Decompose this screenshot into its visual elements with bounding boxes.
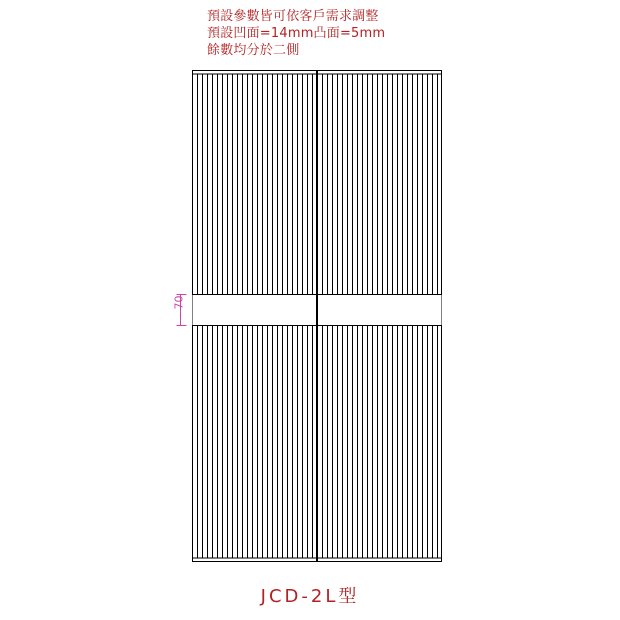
note-line-1: 預設參數皆可依客戶需求調整 [207,9,379,24]
drawing-lines [177,71,442,562]
annotation-notes [207,8,385,59]
door-gap-edges [317,71,318,562]
note-line-3: 餘數均分於二側 [207,43,300,58]
drawing-title: JCD-2L型 [260,586,360,607]
dimension-label-70: 70 [172,295,186,310]
note-line-2: 預設凹面=14mm凸面=5mm [207,26,386,41]
